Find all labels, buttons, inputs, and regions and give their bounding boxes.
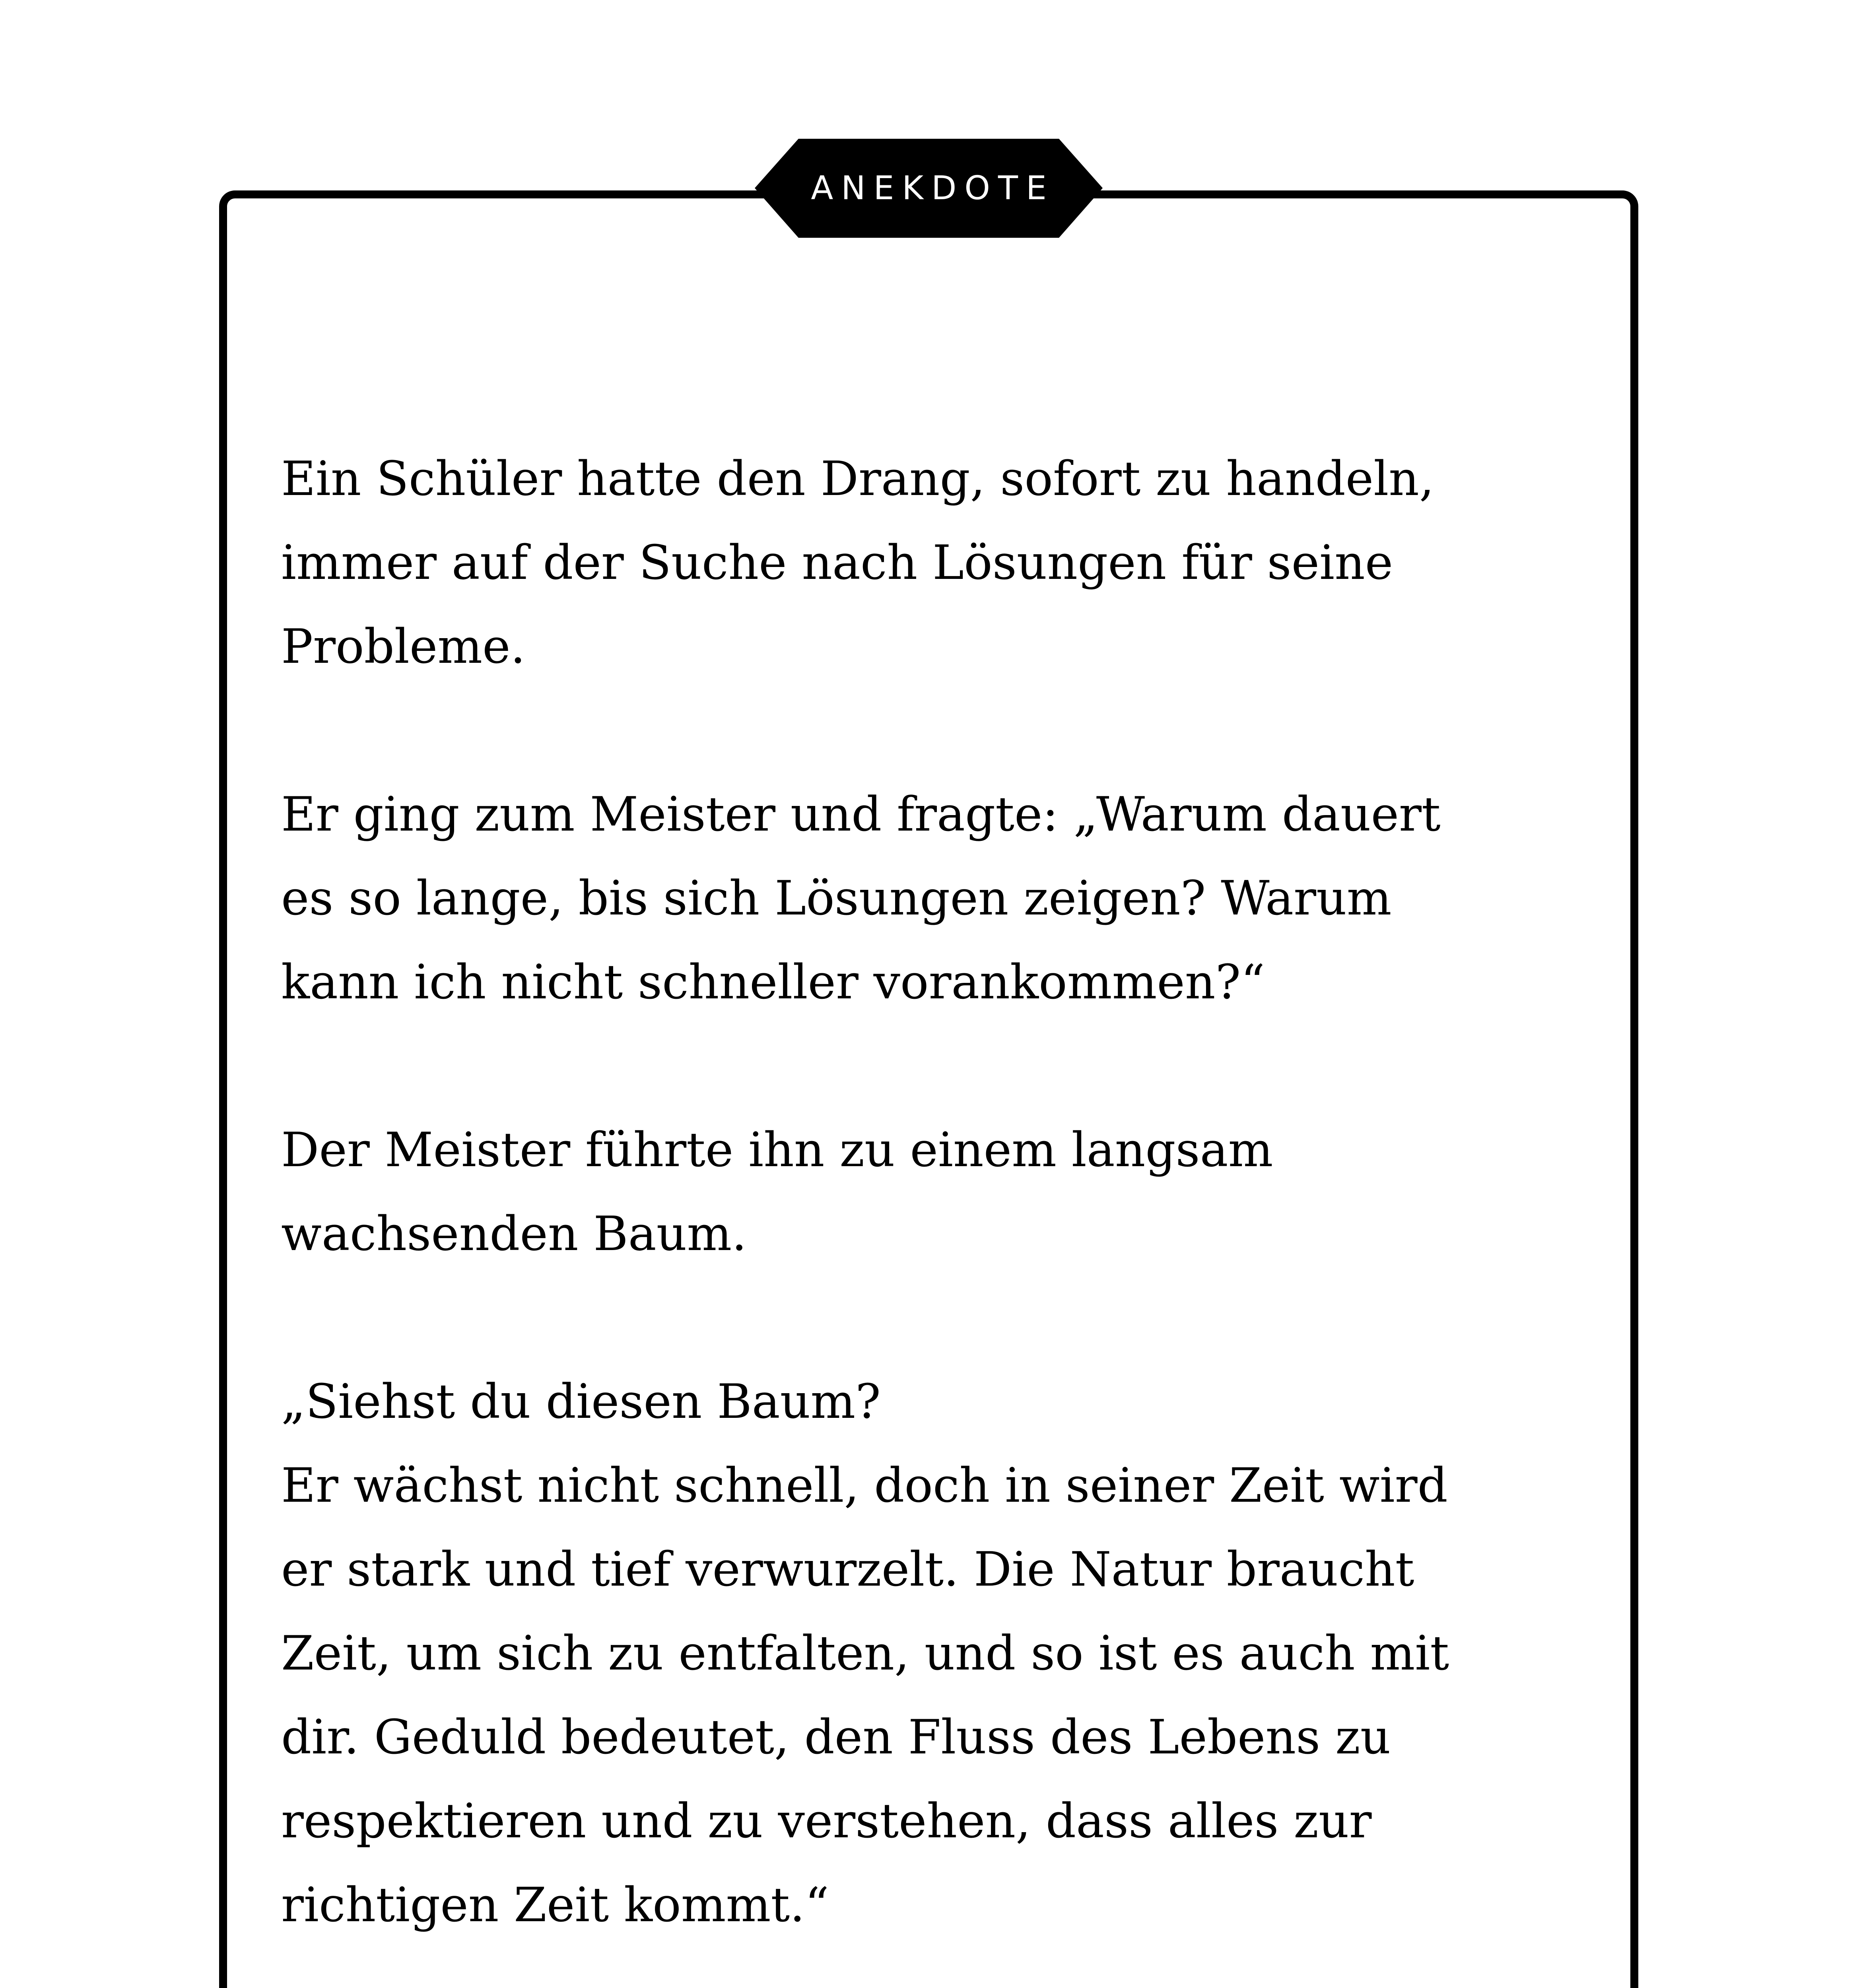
- paragraph-2: Er ging zum Meister und fragte: „Warum dauert es so lange, bis sich Lösungen zeigen? Warum kann ich nicht schneller vorankommen?“: [281, 787, 1441, 1010]
- anecdote-body: [281, 437, 1593, 1947]
- paragraph-1: Ein Schüler hatte den Drang, sofort zu handeln, immer auf der Suche nach Lösungen für seine Probleme.: [281, 452, 1434, 674]
- paragraph-4: „Siehst du diesen Baum? Er wächst nicht schnell, doch in seiner Zeit wird er stark und tief verwurzelt. Die Natur braucht Zeit, um sich zu entfalten, und so ist es auch mit dir. Geduld bedeutet, den Fluss des Lebens zu respektieren und zu verstehen, dass alles zur richtigen Zeit kommt.“: [281, 1375, 1449, 1933]
- anecdote-label: ANEKDOTE: [811, 169, 1055, 207]
- paragraph-3: Der Meister führte ihn zu einem langsam wachsenden Baum.: [281, 1123, 1273, 1262]
- anecdote-label-tag: [755, 139, 1103, 238]
